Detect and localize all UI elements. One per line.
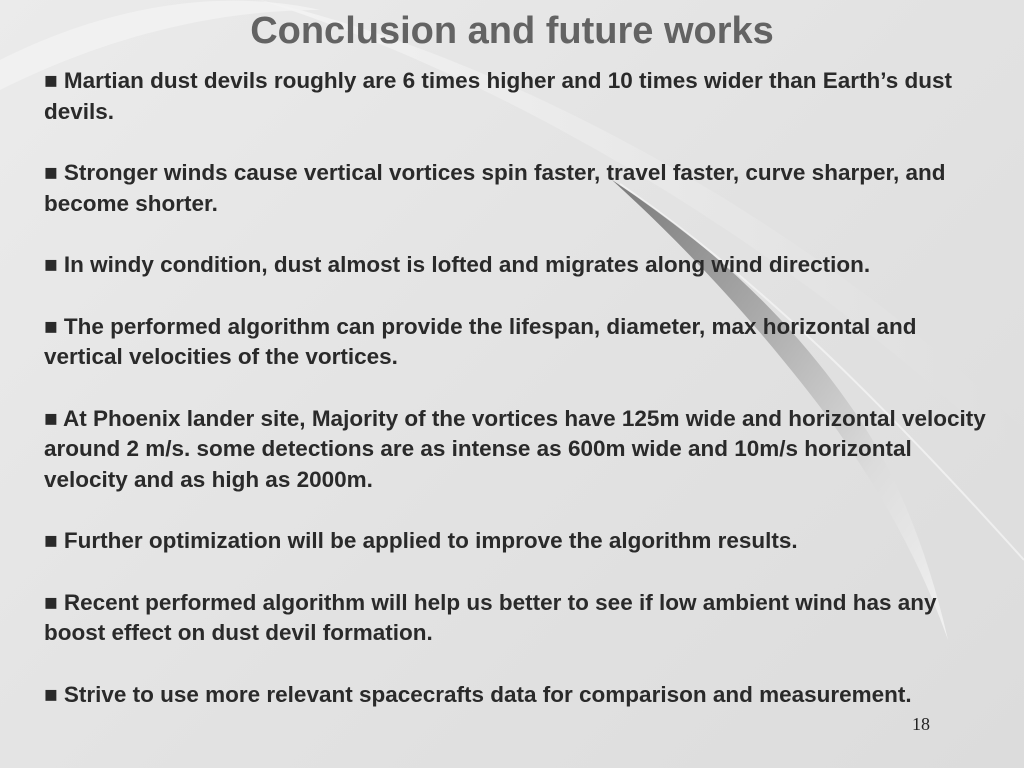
page-number: 18: [912, 714, 930, 734]
bullet-item: ■ The performed algorithm can provide the lifespan, diameter, max horizontal and vertical velocities of the vortices.: [44, 313, 917, 369]
bullet-item: ■ Stronger winds cause vertical vortices spin faster, travel faster, curve sharper, and become shorter.: [44, 160, 946, 216]
bullet-item: ■ Martian dust devils roughly are 6 times higher and 10 times wider than Earth’s dust devils.: [44, 68, 952, 124]
bullet-item: ■ At Phoenix lander site, Majority of the vortices have 125m wide and horizontal velocity around 2 m/s. some detections are as intense as 600m wide and 10m/s horizontal velocity and as high as 2000m.: [44, 405, 986, 492]
bullet-item: ■ Recent performed algorithm will help us better to see if low ambient wind has any boost effect on dust devil formation.: [44, 589, 937, 645]
bullet-list: [44, 66, 999, 741]
bullet-item: ■ Further optimization will be applied to improve the algorithm results.: [44, 528, 798, 553]
bullet-item: ■ In windy condition, dust almost is lofted and migrates along wind direction.: [44, 252, 871, 277]
bullet-item: ■ Strive to use more relevant spacecrafts data for comparison and measurement.: [44, 681, 912, 707]
slide-title: Conclusion and future works: [250, 10, 774, 52]
